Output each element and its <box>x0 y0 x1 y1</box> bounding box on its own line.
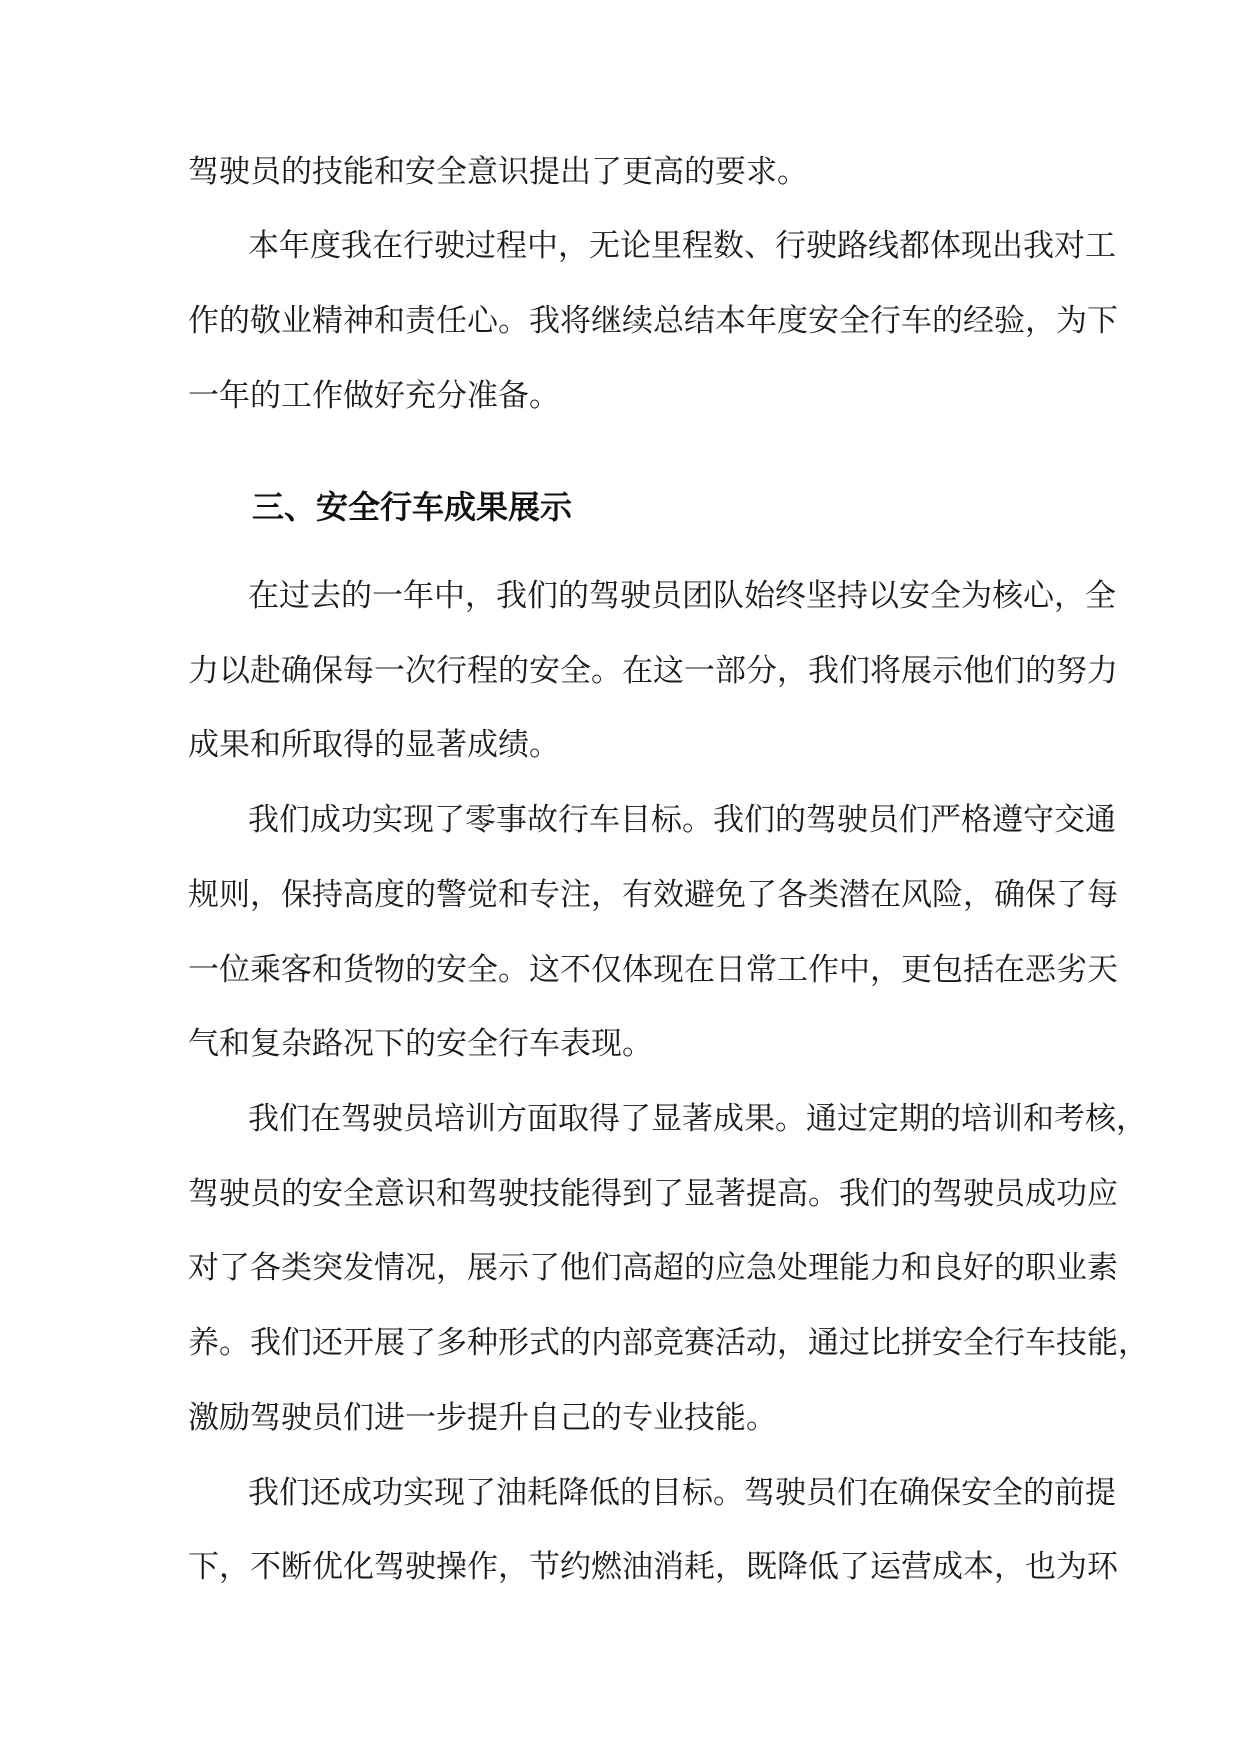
text-line: 作的敬业精神和责任心。我将继续总结本年度安全行车的经验，为下 <box>188 303 1118 339</box>
paragraph-first-line: 本年度我在行驶过程中，无论里程数、行驶路线都体现出我对工 <box>248 228 1116 264</box>
text-line: 激励驾驶员们进一步提升自己的专业技能。 <box>188 1400 777 1436</box>
paragraph-first-line: 在过去的一年中，我们的驾驶员团队始终坚持以安全为核心，全 <box>248 578 1116 614</box>
text-line: 养。我们还开展了多种形式的内部竞赛活动，通过比拼安全行车技能， <box>188 1325 1149 1361</box>
text-line: 下，不断优化驾驶操作，节约燃油消耗，既降低了运营成本，也为环 <box>188 1549 1118 1585</box>
text-line: 一位乘客和货物的安全。这不仅体现在日常工作中，更包括在恶劣天 <box>188 952 1118 988</box>
text-line: 规则，保持高度的警觉和专注，有效避免了各类潜在风险，确保了每 <box>188 877 1118 913</box>
text-line: 驾驶员的技能和安全意识提出了更高的要求。 <box>188 154 808 190</box>
text-line: 对了各类突发情况，展示了他们高超的应急处理能力和良好的职业素 <box>188 1250 1118 1286</box>
text-line: 气和复杂路况下的安全行车表现。 <box>188 1026 653 1062</box>
text-line: 一年的工作做好充分准备。 <box>188 378 560 414</box>
paragraph-first-line: 我们在驾驶员培训方面取得了显著成果。通过定期的培训和考核， <box>248 1101 1147 1137</box>
section-heading: 三、安全行车成果展示 <box>252 488 573 526</box>
text-line: 驾驶员的安全意识和驾驶技能得到了显著提高。我们的驾驶员成功应 <box>188 1176 1118 1212</box>
text-line: 成果和所取得的显著成绩。 <box>188 727 560 763</box>
text-line: 力以赴确保每一次行程的安全。在这一部分，我们将展示他们的努力 <box>188 653 1118 689</box>
paragraph-first-line: 我们成功实现了零事故行车目标。我们的驾驶员们严格遵守交通 <box>248 802 1116 838</box>
paragraph-first-line: 我们还成功实现了油耗降低的目标。驾驶员们在确保安全的前提 <box>248 1475 1116 1511</box>
